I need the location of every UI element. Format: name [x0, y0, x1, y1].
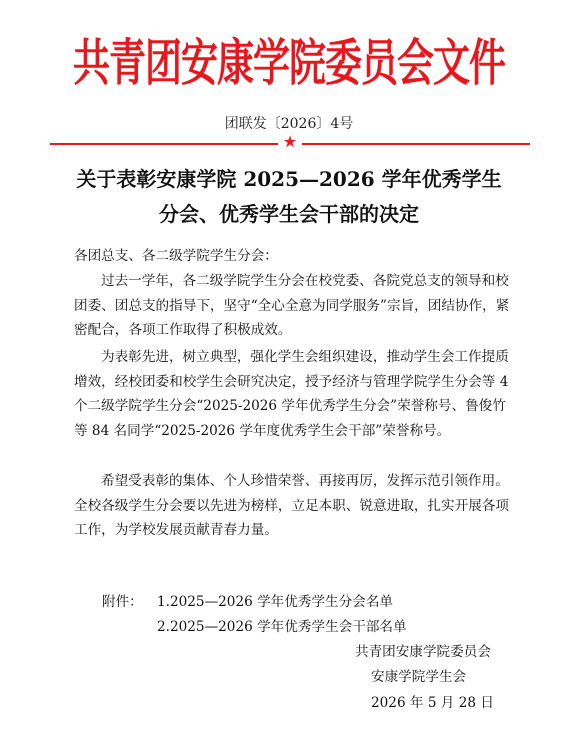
document-header-title: 共青团安康学院委员会文件 — [73, 32, 505, 93]
attachments-label: 附件： — [102, 594, 143, 610]
body-paragraph-3: 希望受表彰的集体、个人珍惜荣誉、再接再厉，发挥示范引领作用。全校各级学生分会要以先进为榜样，立足本职、锐意进取，扎实开展各项工作，为学校发展贡献青春力量。 — [74, 473, 509, 538]
signature-organization-2: 安康学院学生会 — [371, 669, 467, 685]
header-rule-right — [302, 143, 530, 145]
document-title-line-2: 分会、优秀学生会干部的决定 — [159, 202, 419, 226]
document-number: 团联发〔2026〕4号 — [224, 116, 354, 132]
body-paragraph-2: 为表彰先进，树立典型，强化学生会组织建设，推动学生会工作提质增效，经校团委和校学生会研究决定，授予经济与管理学院学生分会等 4 个二级学院学生分会“2025-2026 学年优秀学生分会”荣誉称号、鲁俊竹等 84 名同学“2025-2026 学年度优秀学生会干部”荣誉称号。 — [74, 349, 509, 439]
attachment-item-2: 2.2025—2026 学年优秀学生会干部名单 — [157, 619, 407, 635]
signature-organization-1: 共青团安康学院委员会 — [355, 644, 491, 660]
salutation: 各团总支、各二级学院学生分会： — [74, 248, 278, 264]
attachment-item-1: 1.2025—2026 学年优秀学生分会名单 — [157, 594, 394, 610]
signature-date: 2026 年 5 月 28 日 — [371, 695, 494, 711]
document-title-line-1: 关于表彰安康学院 2025—2026 学年优秀学生 — [76, 167, 502, 191]
star-icon: ★ — [282, 132, 298, 151]
header-rule-left — [50, 143, 278, 145]
body-paragraph-1: 过去一学年，各二级学院学生分会在校党委、各院党总支的领导和校团委、团总支的指导下，坚守“全心全意为同学服务”宗旨，团结协作，紧密配合，各项工作取得了积极成效。 — [74, 273, 510, 338]
